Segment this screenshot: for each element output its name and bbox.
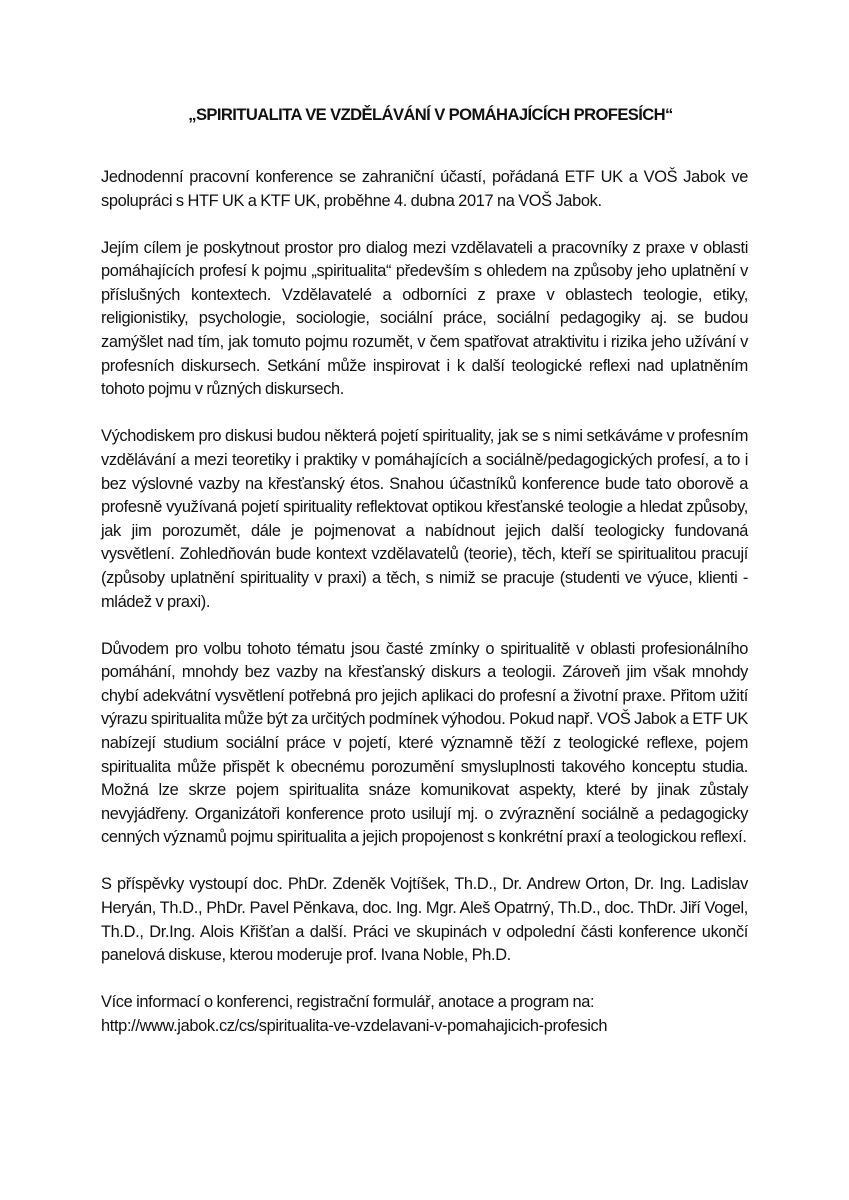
document-title: „SPIRITUALITA VE VZDĚLÁVÁNÍ V POMÁHAJÍCÍCH PROFESÍCH“ <box>188 105 673 124</box>
conference-url-link[interactable]: http://www.jabok.cz/cs/spiritualita-ve-vzdelavani-v-pomahajicich-profesich <box>101 1016 608 1035</box>
paragraph-reason: Důvodem pro volbu tohoto tématu jsou časté zmínky o spiritualitě v oblasti profesionálního pomáhání, mnohdy bez vazby na křesťanský diskurs a teologii. Zároveň jim však mnohdy chybí adekvátní vysvětlení potřebná pro jejich aplikaci do profesní a životní praxe. Přitom užití výrazu spiritualita může být za určitých podmínek výhodou. Pokud např. VOŠ Jabok a ETF UK nabízejí studium sociální práce v pojetí, které významně těží z teologické reflexe, pojem spiritualita může přispět k obecnému porozumění smysluplnosti takového konceptu studia. Možná lze skrze pojem spiritualita snáze komunikovat aspekty, které by jinak zůstaly nevyjádřeny. Organizátoři konference proto usilují mj. o zvýraznění sociálně a pedagogicky cenných významů pojmu spiritualita a jejich propojenost s konkrétní praxí a teologickou reflexí. <box>101 639 748 847</box>
more-info-text: Více informací o konferenci, registrační formulář, anotace a program na: <box>101 993 595 1012</box>
paragraph-more-info <box>101 991 748 1038</box>
paragraph-goal: Jejím cílem je poskytnout prostor pro dialog mezi vzdělavateli a pracovníky z praxe v oblasti pomáhajících profesí k pojmu „spiritualita“ především s ohledem na způsoby jeho uplatnění v příslušných kontextech. Vzdělavatelé a odborníci z praxe v oblastech teologie, etiky, religionistiky, psychologie, sociologie, sociální práce, sociální pedagogiky aj. se budou zamýšlet nad tím, jak tomuto pojmu rozumět, v čem spatřovat atraktivitu i rizika jeho užívání v profesních diskursech. Setkání může inspirovat i k další teologické reflexi nad uplatněním tohoto pojmu v různých diskursech. <box>101 238 748 399</box>
paragraph-intro: Jednodenní pracovní konference se zahraniční účastí, pořádaná ETF UK a VOŠ Jabok ve spolupráci s HTF UK a KTF UK, proběhne 4. dubna 2017 na VOŠ Jabok. <box>101 168 748 210</box>
paragraph-basis: Východiskem pro diskusi budou některá pojetí spirituality, jak se s nimi setkáváme v profesním vzdělávání a mezi teoretiky i praktiky v pomáhajících a sociálně/pedagogických profesí, a to i bez výslovné vazby na křesťanský étos. Snahou účastníků konference bude tato oborově a profesně využívaná pojetí spirituality reflektovat optikou křesťanské teologie a hledat způsoby, jak jim porozumět, dále je pojmenovat a nabídnout jejich další teologicky fundovaná vysvětlení. Zohledňován bude kontext vzdělavatelů (teorie), těch, kteří se spiritualitou pracují (způsoby uplatnění spirituality v praxi) a těch, s nimiž se pracuje (studenti ve výuce, klienti - mládež v praxi). <box>101 427 748 611</box>
paragraph-speakers: S příspěvky vystoupí doc. PhDr. Zdeněk Vojtíšek, Th.D., Dr. Andrew Orton, Dr. Ing. Ladislav Heryán, Th.D., PhDr. Pavel Pěnkava, doc. Ing. Mgr. Aleš Opatrný, Th.D., doc. ThDr. Jiří Vogel, Th.D., Dr.Ing. Alois Křišťan a další. Práci ve skupinách v odpolední části konference ukončí panelová diskuse, kterou moderuje prof. Ivana Noble, Ph.D. <box>101 875 748 965</box>
